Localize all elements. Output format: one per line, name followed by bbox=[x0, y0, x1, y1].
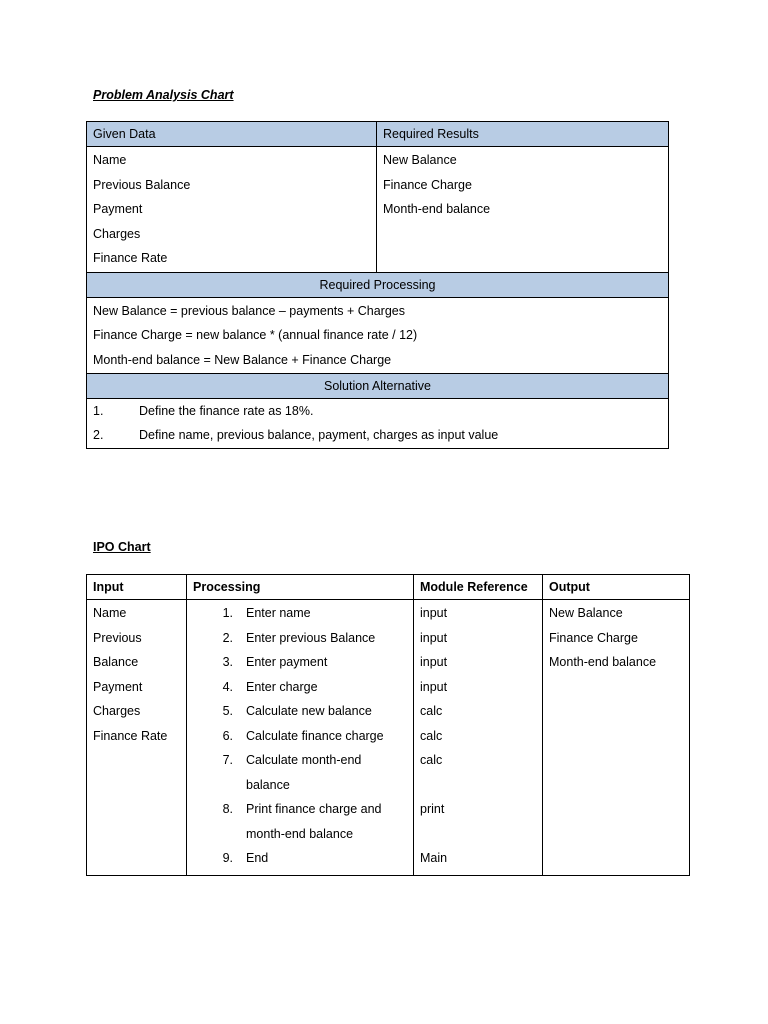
module-reference-header: Module Reference bbox=[414, 575, 543, 600]
input-item: Charges bbox=[93, 704, 141, 718]
processing-step bbox=[193, 650, 407, 675]
processing-header: Processing bbox=[187, 575, 414, 600]
given-item: Name bbox=[93, 153, 127, 167]
module-ref: calc bbox=[420, 753, 443, 767]
step-number: 3. bbox=[222, 655, 233, 669]
input-item: Finance Rate bbox=[93, 728, 168, 743]
step-number: 9. bbox=[222, 851, 233, 865]
result-item: Month-end balance bbox=[383, 202, 491, 216]
step-text: End bbox=[246, 851, 269, 865]
input-cell bbox=[87, 600, 187, 876]
input-header: Input bbox=[87, 575, 187, 600]
step-text: Calculate month-end bbox=[246, 753, 362, 767]
processing-step bbox=[193, 699, 407, 724]
given-item: Charges bbox=[93, 226, 141, 241]
required-processing-cell bbox=[87, 297, 669, 374]
step-text: Calculate finance charge bbox=[246, 728, 384, 743]
module-ref: input bbox=[420, 606, 448, 620]
solution-alternative-header: Solution Alternative bbox=[87, 374, 669, 399]
solution-alternative-cell bbox=[87, 399, 669, 449]
processing-formula: Month-end balance = New Balance + Finance Charge bbox=[93, 352, 392, 367]
step-number: 5. bbox=[222, 704, 233, 718]
processing-step bbox=[193, 675, 407, 700]
output-header: Output bbox=[543, 575, 690, 600]
output-item: New Balance bbox=[549, 606, 623, 620]
processing-step bbox=[193, 724, 407, 749]
module-ref bbox=[420, 822, 536, 847]
result-item: New Balance bbox=[383, 153, 457, 167]
step-number: 8. bbox=[222, 802, 233, 816]
module-ref: Main bbox=[420, 851, 448, 865]
module-ref: calc bbox=[420, 704, 443, 718]
step-text: Enter charge bbox=[246, 679, 318, 694]
processing-step bbox=[193, 601, 407, 626]
step-text: Print finance charge and bbox=[246, 802, 382, 816]
processing-formula: New Balance = previous balance – payments + Charges bbox=[93, 303, 405, 318]
module-ref bbox=[420, 773, 536, 798]
step-text: Enter previous Balance bbox=[246, 630, 376, 645]
step-text: Enter payment bbox=[246, 655, 328, 669]
problem-analysis-chart-title: Problem Analysis Chart bbox=[93, 88, 234, 102]
given-data-header: Given Data bbox=[87, 122, 377, 147]
output-item: Month-end balance bbox=[549, 655, 657, 669]
module-ref: print bbox=[420, 802, 445, 816]
given-item: Previous Balance bbox=[93, 177, 191, 192]
alternative-number: 1. bbox=[93, 404, 104, 418]
output-item: Finance Charge bbox=[549, 630, 638, 645]
ipo-table bbox=[86, 574, 690, 876]
step-number: 1. bbox=[222, 606, 233, 620]
required-processing-header: Required Processing bbox=[87, 272, 669, 297]
input-item: Balance bbox=[93, 655, 139, 669]
given-item: Finance Rate bbox=[93, 251, 168, 265]
alternative-text: Define the finance rate as 18%. bbox=[139, 404, 314, 418]
alternative-number: 2. bbox=[93, 427, 104, 442]
problem-analysis-table bbox=[86, 121, 669, 449]
alternative-item bbox=[93, 424, 662, 448]
module-ref: input bbox=[420, 630, 448, 645]
processing-step bbox=[193, 797, 407, 846]
step-number: 2. bbox=[222, 630, 233, 645]
alternative-item bbox=[93, 400, 662, 424]
input-item: Previous bbox=[93, 630, 142, 645]
step-text: month-end balance bbox=[246, 826, 354, 841]
given-item: Payment bbox=[93, 202, 143, 216]
ipo-chart-title: IPO Chart bbox=[93, 540, 151, 554]
output-cell bbox=[543, 600, 690, 876]
processing-step bbox=[193, 846, 407, 871]
step-number: 6. bbox=[222, 728, 233, 743]
step-text: Enter name bbox=[246, 606, 311, 620]
alternative-text: Define name, previous balance, payment, charges as input value bbox=[139, 427, 499, 442]
module-ref: input bbox=[420, 679, 448, 694]
result-item: Finance Charge bbox=[383, 177, 472, 192]
input-item: Name bbox=[93, 606, 127, 620]
module-ref: calc bbox=[420, 728, 443, 743]
step-number: 7. bbox=[222, 753, 233, 767]
given-data-cell bbox=[87, 147, 377, 273]
required-results-cell bbox=[377, 147, 669, 273]
module-ref: input bbox=[420, 655, 448, 669]
step-number: 4. bbox=[222, 679, 233, 694]
processing-step bbox=[193, 626, 407, 651]
step-text: Calculate new balance bbox=[246, 704, 372, 718]
step-text: balance bbox=[246, 777, 290, 792]
required-results-header: Required Results bbox=[377, 122, 669, 147]
processing-cell bbox=[187, 600, 414, 876]
processing-step bbox=[193, 748, 407, 797]
processing-formula: Finance Charge = new balance * (annual finance rate / 12) bbox=[93, 328, 418, 342]
input-item: Payment bbox=[93, 679, 143, 694]
module-reference-cell bbox=[414, 600, 543, 876]
